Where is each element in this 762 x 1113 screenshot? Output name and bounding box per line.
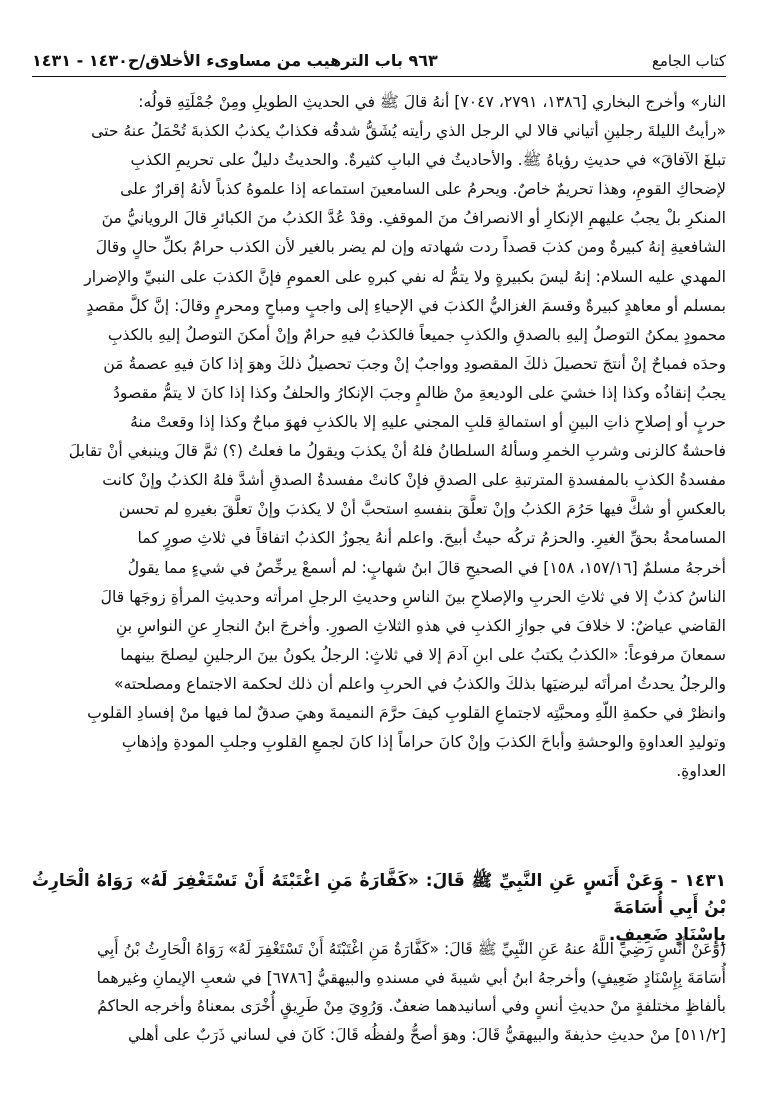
commentary-line: [٥١١/٢] منْ حديثِ حذيفةَ والبيهقيُّ قَالَ: وهوَ أصحُّ ولفظُه قَالَ: كَانَ في لساني ذَرَبٌ على أهلي (127, 1025, 726, 1044)
commentary-body (32, 88, 726, 786)
text-line: أخرجهُ مسلمٌ [١٥٧/١٦، ١٥٨] في الصحيحِ قالَ ابنُ شهابٍ: لم أسمعْ يرخِّصُ في شيءٍ مما يقولُ (127, 558, 726, 577)
text-line: محمودٍ يمكنُ التوصلُ إليهِ بالصدقِ والكذبِ جميعاً فالكذبُ فيهِ حرامٌ وإنْ أمكنَ التوصلُ إليهِ بالكذبِ (107, 325, 726, 344)
commentary-line: بألفاظٍ مختلفةٍ منْ حديثِ أنسٍ وفي أسانيدهما ضعفٌ. وَرُوِيَ مِنْ طَرِيقٍ أُخْرَى بمعناهُ وأخرجه الحاكمُ (97, 997, 726, 1015)
text-line: المسامحةُ بحقِّ الغيرِ. والحزمُ تركُه حيثُ أبيحَ. واعلم أنهُ يجوزُ الكذبُ اتفاقاً في ثلاثِ صورٍ كما (137, 529, 726, 548)
text-line: يجبُ إنقاذُه وكذا إذا خشيَ على الوديعةِ منْ ظالمٍ وجبَ الإنكارُ والحلفُ وكذا إذا كانَ لا يتمُّ مقصودُ (112, 383, 726, 402)
commentary-line: أُسَامَةَ بِإِسْنَادٍ ضَعِيفٍ) وأخرجهُ ابنُ أبي شيبةَ في مسندهِ والبيهقيُّ [٦٧٨٦] في شعبِ الإيمانِ وغيرهما (96, 968, 726, 987)
text-line: القاضي عياضٌ: لا خلافَ في جوازِ الكذبِ في هذهِ الثلاثِ الصورِ. وأخرجَ ابنُ النجارِ عنِ النواسِ بنِ (115, 616, 726, 635)
text-line: مفسدةُ الكذبِ بالمفسدةِ المترتبةِ على الصدقِ فإنْ كانتْ مفسدةُ الصدقِ أشدَّ فلهُ الكذبُ وإنْ كانت (102, 471, 726, 490)
text-line: المنكرِ بلْ يجبُ عليهمِ الإنكارِ أو الانصرافُ منَ الموقفِ. وقدْ عُدَّ الكذبُ منَ الكبائرِ قالَ الرويانيُّ منَ (101, 209, 726, 228)
text-line: وحدَه فمباحٌ إنْ أنتجَ تحصيلَ ذلكَ المقصودِ وواجبٌ إنْ وجبَ تحصيلُ ذلكَ وهوَ إذا كانَ فيهِ عصمةُ مَن (103, 354, 726, 373)
text-line: المهدي عليه السلام: إنهُ ليسَ بكبيرةٍ ولا يتمُّ له نفي كبرهِ على العمومِ فإنَّ الكذبَ على النبيِّ والإضرار (84, 267, 726, 286)
hadith-number: ١٤٣١ (684, 871, 727, 891)
hadith-commentary (32, 935, 726, 1049)
text-line: حربٍ أو إصلاحِ ذاتِ البينِ أو استمالةِ قلبِ المجني عليهِ إلا بالكذبِ فهوَ مباحٌ وكذا إذا وقعتْ منهُ (130, 413, 726, 432)
text-line: لإضحاكِ القومِ، وهذا تحريمٌ خاصٌ. ويحرمُ على السامعينَ استماعه إذا علموهُ كذباً لأنهُ إقرارٌ على (120, 180, 726, 199)
text-line: تبلغَ الآفاقَ» في حديثِ رؤياهُ ﷺ. والأحاديثُ في البابِ كثيرةٌ. والحديثُ دليلٌ على تحريمِ الكذبِ (130, 151, 726, 170)
commentary-line: (وَعَنْ أَنَسٍ رَضِيَ اللَّهُ عنهُ عَنِ النَّبِيِّ ﷺ قَالَ: «كَفَّارَةُ مَنِ اغْتَبْتَهُ أَنْ تَسْتَغْفِرَ لَهُ» رَوَاهُ الْحَارِثُ بْنُ أَبِي (96, 940, 726, 958)
text-line: وانظرْ في حكمةِ اللّهِ ومحبَّتِه لاجتماعِ القلوبِ كيفَ حرَّمَ النميمةَ وهيَ صدقٌ لما فيها منْ إفسادِ القلوبِ (87, 703, 726, 722)
text-line: بمسلم أو معاهدٍ كبيرةٌ وقسمَ الغزاليُّ الكذبَ في الإحياءِ إلى واجبٍ ومباحٍ ومحرمٍ وقالَ: إنَّ كلَّ مقصدٍ (86, 296, 726, 315)
text-line: بالعكسِ أو شكَّ فيها حَرُمَ الكذبُ وإنْ تعلَّقَ بنفسهِ استحبَّ أنْ لا يكذبَ وإنْ تعلَّقَ بغيرهِ لم تحسن (118, 500, 726, 519)
text-line: والرجلُ يحدثُ امرأتَه ليرضيَها بذلكَ والكذبُ في الحربِ واعلم أن ذلك لحكمة الاجتماع ومصلحته» (113, 674, 726, 693)
book-title: كتاب الجامع (651, 52, 726, 70)
text-line: فاحشةٌ كالزنى وشربِ الخمرِ وسألهُ السلطانُ فلهُ أنْ يكذبَ ويقولُ ما فعلتُ (؟) ثمَّ قالَ وينبغي أنْ تقابلَ (68, 442, 726, 461)
text-line: الشافعيةِ إنهُ كبيرةٌ ومن كذبَ قصداً ردت شهادته وإن لم يضر بالغير لأن الكذب حرامٌ بكلِّ حالٍ وقالَ (95, 238, 726, 257)
header-rule (32, 76, 726, 77)
page-header (32, 34, 726, 74)
text-line: النار» وأخرج البخاري [١٣٨٦، ٢٧٩١، ٧٠٤٧] أنهُ قالَ ﷺ في الحديثِ الطويلِ ومِنْ جُمْلَتِهِ قولُه: (138, 93, 726, 111)
text-line: سمعانَ مرفوعاً: «الكذبُ يكتبُ على ابنِ آدمَ إلا في ثلاثٍ: الرجلُ يكونُ بينَ الرجلينِ ليصلحَ بينهما (120, 645, 726, 664)
hadith-line: بِإِسْنَادٍ ضَعِيفٍ. (608, 925, 726, 945)
running-title: ٩٦٣ باب الترهيب من مساوىء الأخلاق/ح١٤٣٠ - ١٤٣١ (32, 51, 438, 70)
text-line: وتوليدِ العداوةِ والوحشةِ وأباحَ الكذبَ وإنْ كانَ حراماً إذا كانَ لجمعِ القلوبِ وجلبِ المودةِ وإذهابِ (121, 733, 726, 752)
text-line: الناسُ كذبٌ إلا في ثلاثِ الحربِ والإصلاحِ بينَ الناسِ وحديثِ الرجلِ امرأته وحديثِ المرأةِ زوجَها قالَ (100, 587, 726, 606)
text-line: العداوةِ. (676, 762, 726, 781)
hadith-text: - وَعَنْ أَنَسٍ عَنِ النَّبِيِّ ﷺ قَالَ: «كَفَّارَةُ مَنِ اغْتَبْتَهُ أَنْ تَسْتَغْفِرَ لَهُ» رَوَاهُ الْحَارِثُ بْنُ أَبِي أُسَامَةَ (32, 871, 726, 918)
hadith-line (32, 868, 726, 922)
text-line: «رأيتُ الليلةَ رجلينِ أتياني قالا لي الرجل الذي رأيته يُشَقُّ شدقُه فكذابٌ يكذبُ الكذبةَ تُحْمَلُ عنهُ حتى (91, 122, 726, 141)
